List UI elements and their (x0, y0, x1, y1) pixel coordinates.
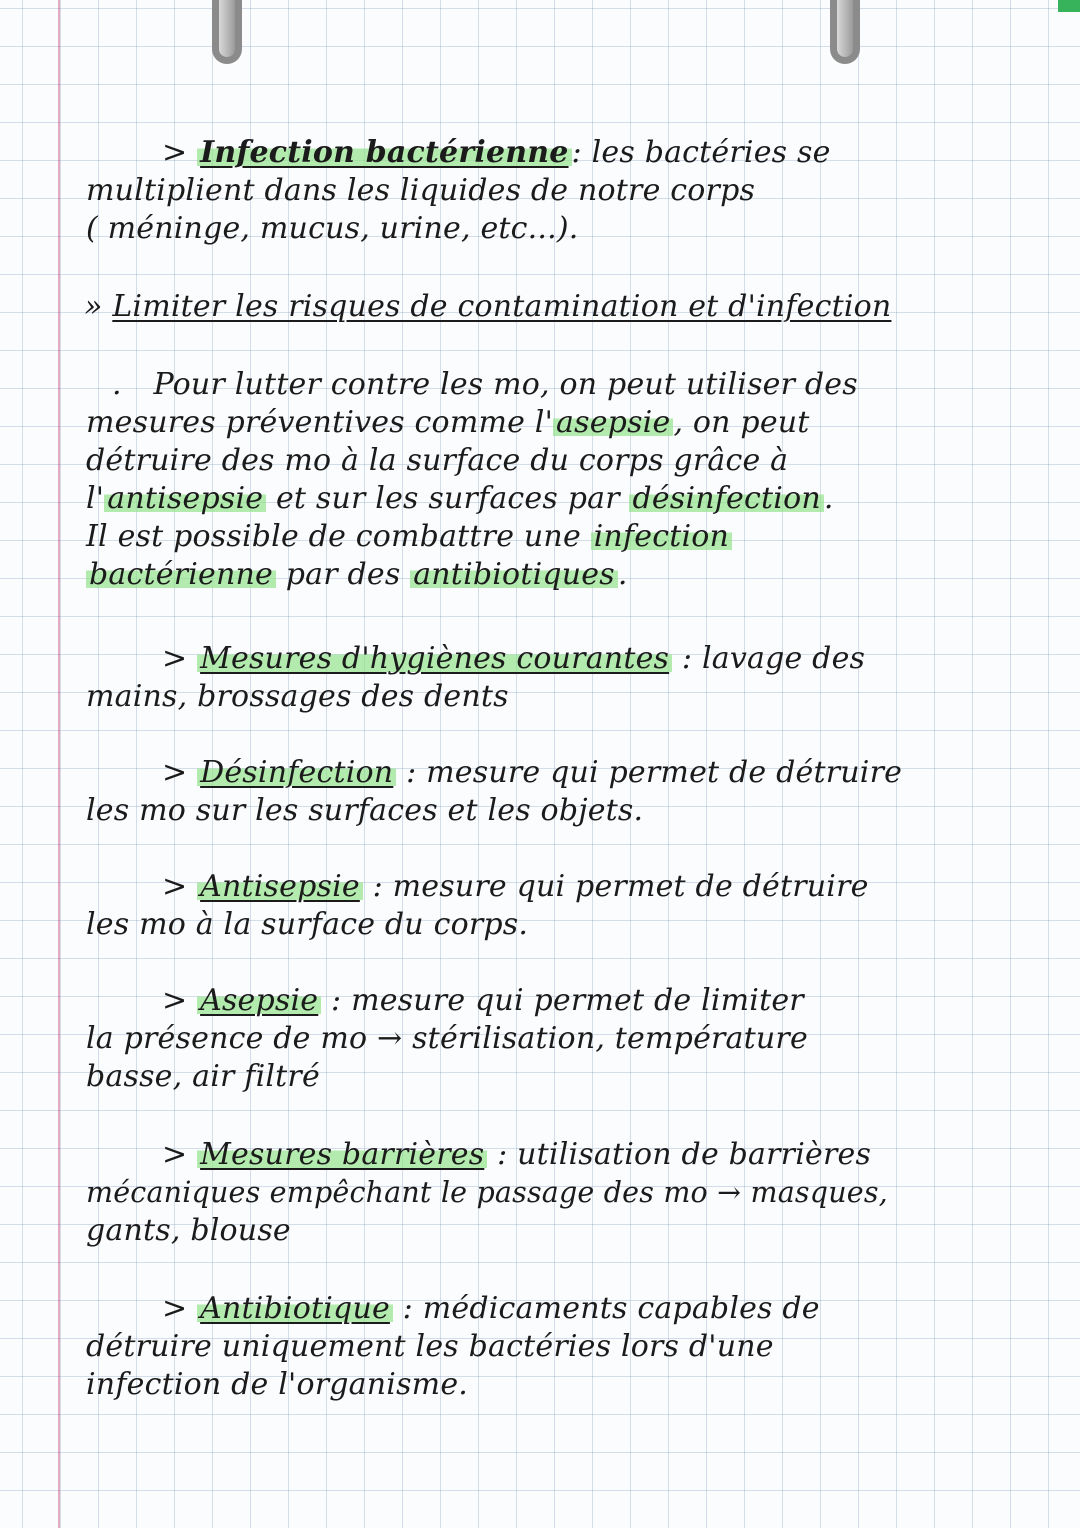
paragraph-text-5a: Il est possible de combattre une (86, 519, 591, 554)
term-infection: infection (591, 519, 732, 554)
definition-barrieres-line-3: gants, blouse (86, 1213, 291, 1248)
definition-antibiotique-line-2: détruire uniquement les bactéries lors d'une (86, 1329, 774, 1364)
section-title (84, 288, 891, 326)
definition-hygiene-line-2: mains, brossages des dents (86, 679, 509, 714)
bullet-marker: > (162, 1291, 188, 1326)
term-separator: : (372, 869, 383, 904)
definition-text: mesure qui permet de détruire (426, 755, 903, 790)
paragraph-line-6 (86, 556, 628, 594)
definition-text: médicaments capables de (422, 1291, 820, 1326)
paragraph-text-4a: l' (86, 481, 105, 516)
definition-text: mesure qui permet de détruire (392, 869, 869, 904)
definition-asepsie-line-2: la présence de mo → stérilisation, température (86, 1021, 808, 1056)
paragraph-bullet: . (112, 367, 122, 402)
definition-hygiene-line-1 (162, 640, 865, 678)
term-separator: : (331, 983, 342, 1018)
infection-line-2: multiplient dans les liquides de notre corps (86, 173, 756, 208)
term-hygiene: Mesures d'hygiènes courantes (197, 641, 672, 676)
definition-text: utilisation de barrières (517, 1137, 872, 1172)
definition-desinfection-line-2: les mo sur les surfaces et les objets. (86, 793, 644, 828)
term-bacterienne: bactérienne (86, 557, 276, 592)
term-infection-bacterienne: Infection bactérienne (197, 135, 571, 170)
term-separator: : (402, 1291, 413, 1326)
paragraph-line-5 (86, 518, 732, 556)
binder-ring-left (212, 0, 242, 64)
definition-antisepsie-line-1 (162, 868, 869, 906)
term-separator: : (681, 641, 693, 676)
corner-tab (1058, 0, 1080, 12)
term-desinfection-def: Désinfection (197, 755, 396, 790)
term-mesures-barrieres: Mesures barrières (197, 1137, 487, 1172)
bullet-marker: > (162, 983, 188, 1018)
paragraph-line-1 (112, 366, 858, 404)
bullet-marker: > (162, 135, 188, 170)
definition-antisepsie-line-2: les mo à la surface du corps. (86, 907, 529, 942)
margin-line (58, 0, 60, 1528)
term-antibiotique: Antibiotique (197, 1291, 393, 1326)
definition-asepsie-line-1 (162, 982, 804, 1020)
bullet-marker: > (162, 755, 188, 790)
term-desinfection: désinfection (629, 481, 823, 516)
paragraph-text-2a: mesures préventives comme l' (86, 405, 554, 440)
definition-desinfection-line-1 (162, 754, 902, 792)
definition-barrieres-line-1 (162, 1136, 871, 1174)
paragraph-text-6b: . (617, 557, 628, 592)
section-marker: » (84, 289, 103, 324)
definition-barrieres-line-2: mécaniques empêchant le passage des mo → masques, (86, 1176, 888, 1209)
binder-ring-right (830, 0, 860, 64)
term-asepsie-def: Asepsie (197, 983, 321, 1018)
definition-antibiotique-line-1 (162, 1290, 820, 1328)
definition-antibiotique-line-3: infection de l'organisme. (86, 1367, 469, 1402)
term-separator: : (406, 755, 417, 790)
section-title-text: Limiter les risques de contamination et d'infection (112, 289, 892, 324)
paragraph-line-3: détruire des mo à la surface du corps grâce à (86, 443, 789, 478)
definition-text: lavage des (701, 641, 866, 676)
term-antibiotiques: antibiotiques (410, 557, 618, 592)
bullet-marker: > (162, 869, 188, 904)
paragraph-text-6a: par des (276, 557, 411, 592)
paragraph-text-4c: . (823, 481, 834, 516)
definition-text: mesure qui permet de limiter (351, 983, 804, 1018)
infection-line-1 (162, 134, 831, 172)
definition-text: les bactéries se (591, 135, 831, 170)
paragraph-text-1: Pour lutter contre les mo, on peut utiliser des (153, 367, 858, 402)
term-separator: : (497, 1137, 508, 1172)
term-separator: : (571, 135, 582, 170)
paragraph-line-2 (86, 404, 810, 442)
bullet-marker: > (162, 1137, 188, 1172)
paragraph-text-2b: , on peut (673, 405, 810, 440)
term-antisepsie: antisepsie (104, 481, 266, 516)
bullet-marker: > (162, 641, 188, 676)
term-asepsie: asepsie (553, 405, 673, 440)
infection-line-3: ( méninge, mucus, urine, etc...). (86, 211, 579, 246)
term-antisepsie-def: Antisepsie (197, 869, 363, 904)
paragraph-text-4b: et sur les surfaces par (266, 481, 630, 516)
paragraph-line-4 (86, 480, 834, 518)
definition-asepsie-line-3: basse, air filtré (86, 1059, 320, 1094)
